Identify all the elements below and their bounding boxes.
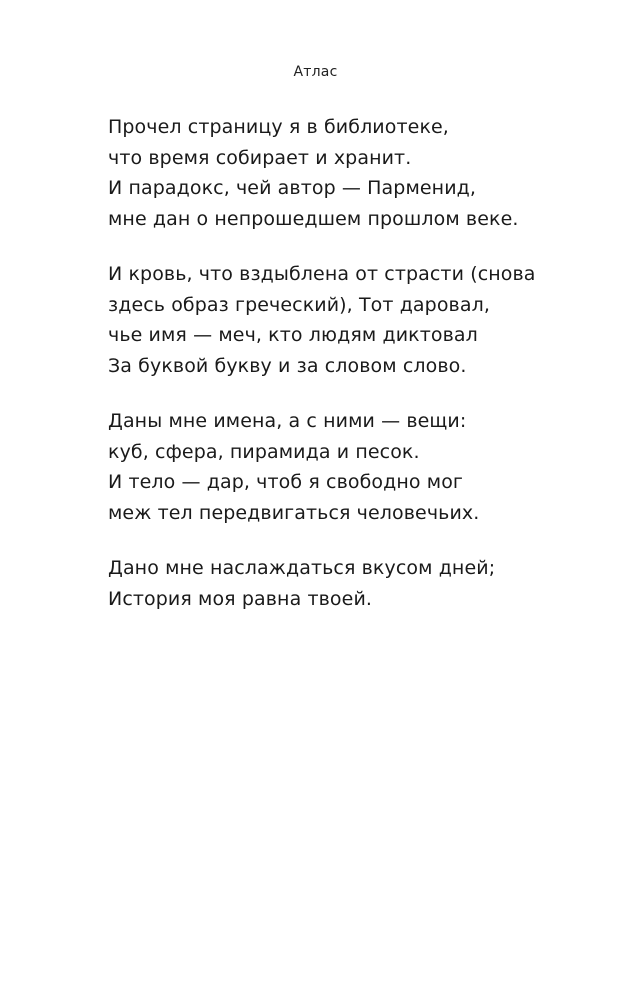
stanza-2 — [108, 259, 608, 381]
poem-body — [108, 112, 608, 639]
poem-line: И кровь, что вздыблена от страсти (снова — [108, 263, 536, 285]
stanza-1 — [108, 112, 608, 234]
running-head: Атлас — [293, 64, 338, 80]
poem-line: И тело — дар, чтоб я свободно мог — [108, 471, 463, 493]
poem-line: За буквой букву и за словом слово. — [108, 354, 467, 377]
poem-line: Прочел страницу я в библиотеке, — [108, 116, 449, 138]
stanza-4 — [108, 553, 608, 614]
poem-line: здесь образ греческий), Тот даровал, — [108, 293, 490, 316]
poem-line: И парадокс, чей автор — Парменид, — [108, 177, 477, 199]
poem-line: меж тел передвигаться человечьих. — [108, 501, 480, 524]
poem-line: мне дан о непрошедшем прошлом веке. — [108, 207, 519, 230]
stanza-3 — [108, 406, 608, 528]
poem-line: куб, сфера, пирамида и песок. — [108, 440, 420, 463]
poem-line: Даны мне имена, а с ними — вещи: — [108, 410, 467, 432]
poem-line: чье имя — меч, кто людям диктовал — [108, 324, 478, 346]
poem-line: что время собирает и хранит. — [108, 146, 412, 169]
poem-line: История моя равна твоей. — [108, 587, 373, 610]
poem-line: Дано мне наслаждаться вкусом дней; — [108, 557, 496, 579]
